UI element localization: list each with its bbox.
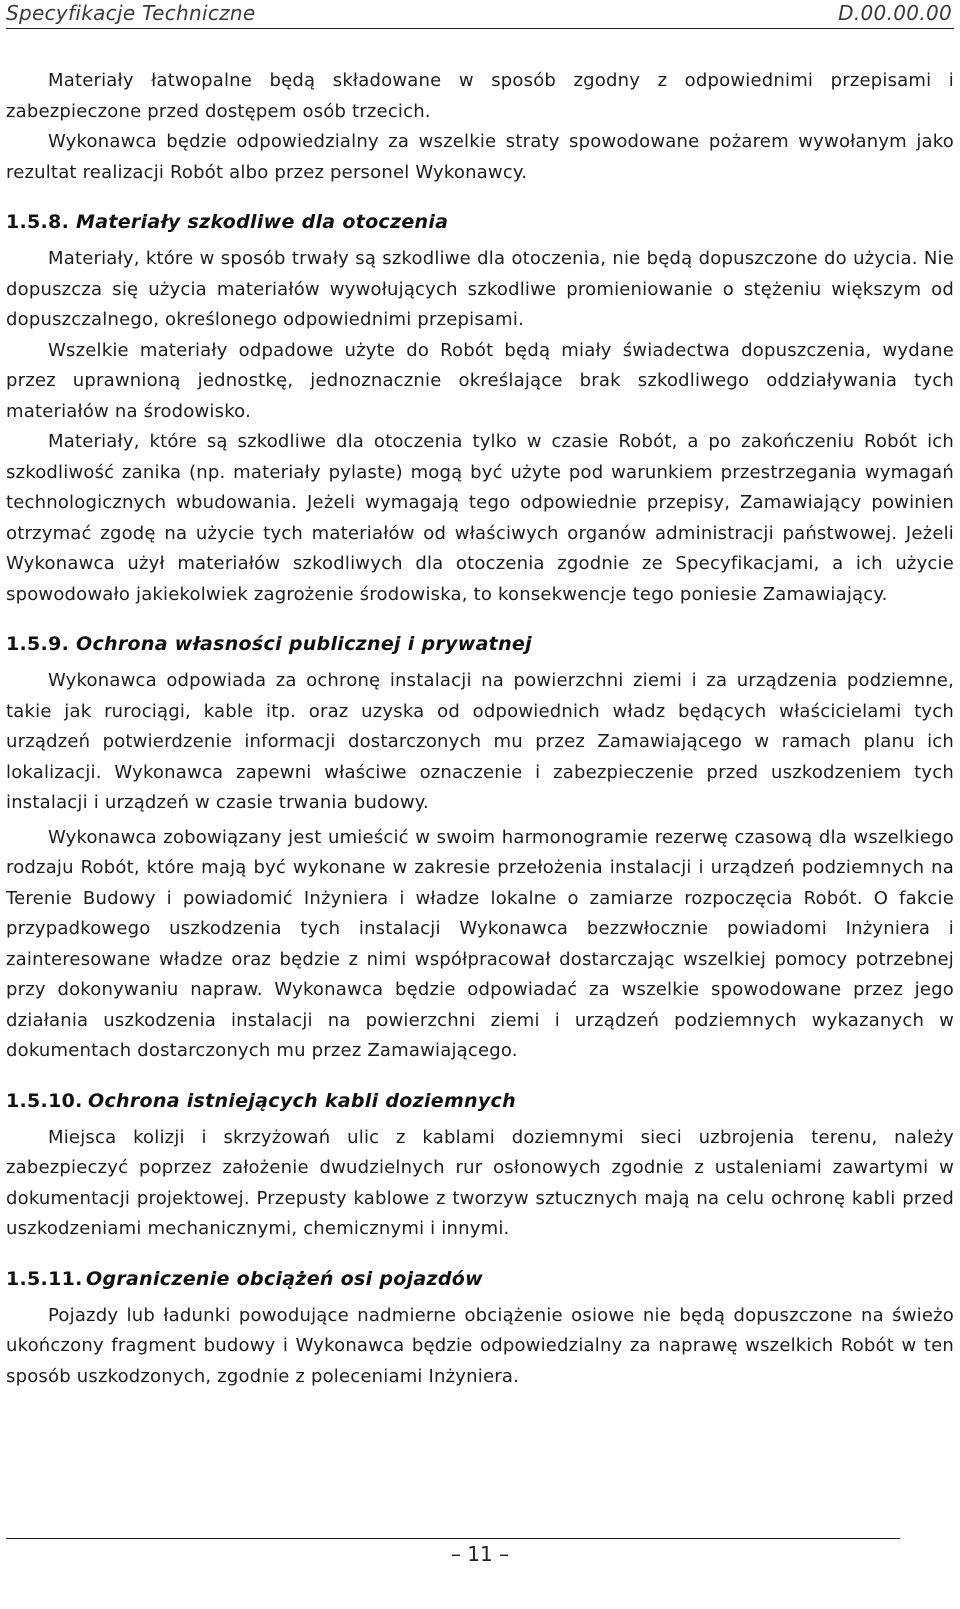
- page-number: – 11 –: [450, 1542, 510, 1566]
- intro-paragraph-2: Wykonawca będzie odpowiedzialny za wszelkie straty spowodowane pożarem wywołanym jako rezultat realizacji Robót albo przez personel Wykonawcy.: [6, 131, 954, 183]
- section-number: 1.5.8.: [6, 211, 70, 233]
- section-title: Ochrona istniejących kabli doziemnych: [88, 1089, 516, 1112]
- section-paragraph: Wszelkie materiały odpadowe użyte do Robót będą miały świadectwa dopuszczenia, wydane przez uprawnioną jednostkę, jednoznacznie określające brak szkodliwego oddziaływania tych materiałów na środowisko.: [6, 339, 954, 422]
- section-number: 1.5.9.: [6, 633, 70, 655]
- section-paragraph: Materiały, które w sposób trwały są szkodliwe dla otoczenia, nie będą dopuszczone do użycia. Nie dopuszcza się użycia materiałów wywołujących szkodliwe promieniowanie o stężeniu większym od dopuszczalnego, określonego odpowiednimi przepisami.: [6, 248, 954, 330]
- section-heading: [6, 630, 954, 658]
- footer-divider: [6, 1538, 900, 1539]
- section-title: Ograniczenie obciążeń osi pojazdów: [86, 1267, 484, 1290]
- section-paragraph: Wykonawca zobowiązany jest umieścić w swoim harmonogramie rezerwę czasową dla wszelkiego rodzaju Robót, które mają być wykonane w zakresie przełożenia instalacji i urządzeń podziemnych na Terenie Budowy i powiadomić Inżyniera i władze lokalne o zamiarze rozpoczęcia Robót. O fakcie przypadkowego uszkodzenia tych instalacji Wykonawca bezzwłocznie powiadomi Inżyniera i zainteresowane władze oraz będzie z nimi współpracował dostarczając wszelkiej pomocy potrzebnej przy dokonywaniu napraw. Wykonawca będzie odpowiadać za wszelkie spowodowane przez jego działania uszkodzenia instalacji na powierzchni ziemi i urządzeń podziemnych wykazanych w dokumentach dostarczonych mu przez Zamawiającego.: [6, 826, 954, 1061]
- section-paragraph: Wykonawca odpowiada za ochronę instalacji na powierzchni ziemi i za urządzenia podziemne, takie jak rurociągi, kable itp. oraz uzyska od odpowiednich władz będących właścicielami tych urządzeń potwierdzenie informacji dostarczonych mu przez Zamawiającego w ramach planu ich lokalizacji. Wykonawca zapewni właściwe oznaczenie i zabezpieczenie przed uszkodzeniem tych instalacji i urządzeń w czasie trwania budowy.: [6, 670, 954, 813]
- section-heading: [6, 208, 954, 236]
- intro-paragraph-1: Materiały łatwopalne będą składowane w sposób zgodny z odpowiednimi przepisami i zabezpieczone przed dostępem osób trzecich.: [6, 70, 954, 122]
- section-heading: [6, 1087, 954, 1115]
- section-number: 1.5.10.: [6, 1089, 83, 1112]
- section-paragraph: Miejsca kolizji i skrzyżowań ulic z kablami doziemnymi sieci uzbrojenia terenu, należy zabezpieczyć poprzez założenie dwudzielnych rur osłonowych zgodnie z ustaleniami zawartymi w dokumentacji projektowej. Przepusty kablowe z tworzyw sztucznych mają na celu ochronę kabli przed uszkodzeniami mechanicznymi, chemicznymi i innymi.: [6, 1126, 954, 1239]
- section-number: 1.5.11.: [6, 1267, 83, 1290]
- header-code: D.00.00.00: [838, 1, 952, 25]
- page-header: [6, 0, 954, 29]
- section-title: Materiały szkodliwe dla otoczenia: [76, 211, 449, 233]
- section-paragraph: Materiały, które są szkodliwe dla otoczenia tylko w czasie Robót, a po zakończeniu Robót ich szkodliwość zanika (np. materiały pylaste) mogą być użyte pod warunkiem przestrzegania wymagań technologicznych wbudowania. Jeżeli wymagają tego odpowiednie przepisy, Zamawiający powinien otrzymać zgodę na użycie tych materiałów od właściwych organów administracji państwowej. Jeżeli Wykonawca użył materiałów szkodliwych dla otoczenia zgodnie ze Specyfikacjami, a ich użycie spowodowało jakiekolwiek zagrożenie środowiska, to konsekwencje tego poniesie Zamawiający.: [6, 431, 954, 605]
- section-paragraph: Pojazdy lub ładunki powodujące nadmierne obciążenie osiowe nie będą dopuszczone na świeżo ukończony fragment budowy i Wykonawca będzie odpowiedzialny za naprawę wszelkich Robót w ten sposób uszkodzonych, zgodnie z poleceniami Inżyniera.: [6, 1304, 954, 1387]
- section-heading: [6, 1265, 954, 1293]
- header-title: Specyfikacje Techniczne: [6, 1, 256, 25]
- section-title: Ochrona własności publicznej i prywatnej: [76, 633, 532, 655]
- document-body: [6, 66, 954, 1392]
